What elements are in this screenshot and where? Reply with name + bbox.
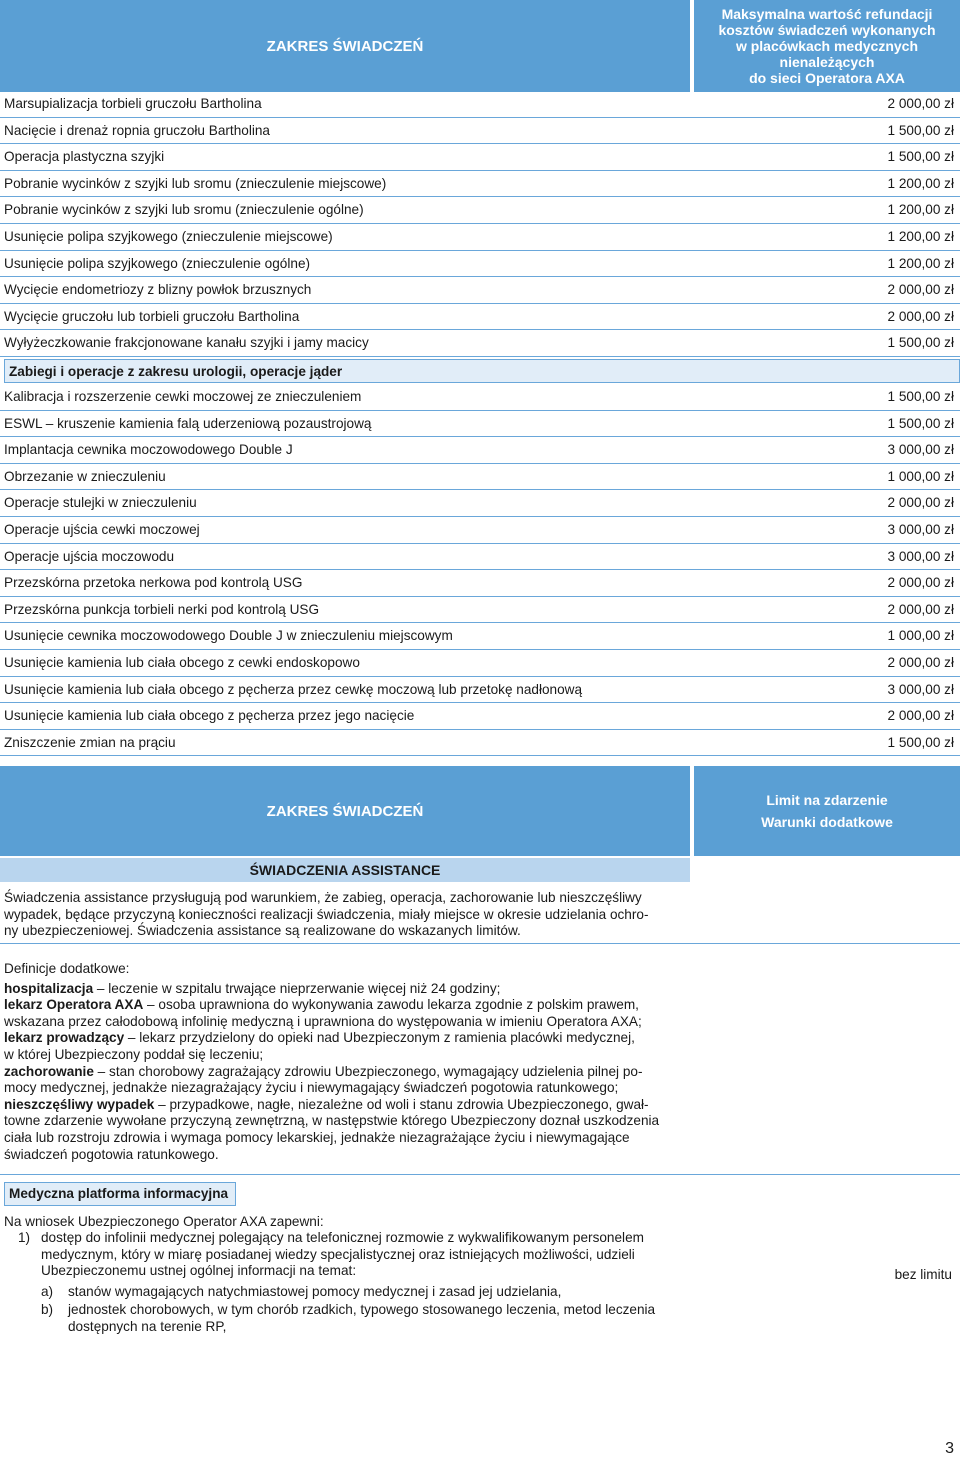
header-right-line: do sieci Operatora AXA (749, 70, 905, 86)
table-row (0, 304, 960, 331)
table-row (0, 144, 960, 171)
limit-value: bez limitu (894, 1267, 952, 1282)
sub-item-line: dostępnych na terenie RP, (68, 1318, 227, 1334)
divider (0, 1174, 960, 1175)
sub-item-line: jednostek chorobowych, w tym chorób rzadkich, typowego stosowanego leczenia, metod leczenia (68, 1302, 656, 1317)
row-label: Pobranie wycinków z szyjki lub sromu (znieczulenie miejscowe) (4, 175, 387, 191)
row-value: 2 000,00 zł (887, 655, 954, 670)
row-value: 1 200,00 zł (887, 255, 954, 271)
row-label: Usunięcie kamienia lub ciała obcego z pęcherza przez cewkę moczową lub przetokę nadłonową (4, 681, 583, 697)
row-label: Operacje stulejki w znieczuleniu (4, 495, 197, 511)
definition-lekarz-operatora (4, 997, 688, 1030)
table2-subheader-text: ŚWIADCZENIA ASSISTANCE (249, 862, 441, 878)
row-label: Pobranie wycinków z szyjki lub sromu (znieczulenie ogólne) (4, 202, 364, 218)
row-label: Implantacja cewnika moczowodowego Double J (4, 442, 293, 458)
row-value: 1 500,00 zł (887, 415, 954, 431)
table2-header-right (694, 766, 960, 856)
list-item-line: medycznym, który w miarę posiadanej wiedzy specjalistycznej oraz istniejących możliwości, udzieli (41, 1246, 635, 1262)
row-label: Przezskórna punkcja torbieli nerki pod kontrolą USG (4, 601, 320, 617)
table-row (0, 490, 960, 517)
list-item-line: dostęp do infolinii medycznej polegający na telefonicznej rozmowie z wykwalifikowanym personelem (41, 1230, 644, 1245)
definition-term: lekarz prowadzący (4, 1030, 125, 1046)
row-value: 1 500,00 zł (887, 335, 954, 351)
table-row (0, 597, 960, 624)
row-label: Kalibracja i rozszerzenie cewki moczowej ze znieczuleniem (4, 389, 362, 404)
row-value: 3 000,00 zł (887, 681, 954, 697)
row-value: 1 200,00 zł (887, 175, 954, 191)
table-row (0, 703, 960, 730)
definition-zachorowanie (4, 1064, 688, 1097)
definition-nieszczesliwy-wypadek (4, 1097, 688, 1163)
row-label: Wycięcie gruczołu lub torbieli gruczołu Bartholina (4, 308, 300, 324)
platform-heading-text: Medyczna platforma informacyjna (9, 1186, 229, 1201)
row-value: 2 000,00 zł (887, 601, 954, 617)
definition-text: – lekarz przydzielony do opieki nad Ubezpieczonym z ramienia placówki medycznej, (124, 1030, 635, 1046)
list-item-line: Ubezpieczonemu ustnej ogólnej informacji na temat: (41, 1263, 357, 1279)
row-label: Operacja plastyczna szyjki (4, 149, 165, 165)
row-label: Usunięcie kamienia lub ciała obcego z cewki endoskopowo (4, 655, 360, 670)
row-label: Zniszczenie zmian na prąciu (4, 734, 176, 750)
table2-subheader (0, 858, 690, 882)
limit-header: Limit na zdarzenie (766, 792, 888, 808)
row-label: Wycięcie endometriozy z blizny powłok brzusznych (4, 282, 312, 298)
divider (0, 943, 960, 944)
header-right-line: kosztów świadczeń wykonanych (718, 22, 936, 38)
table-row (0, 330, 960, 357)
table-row (0, 570, 960, 597)
row-value: 2 000,00 zł (887, 308, 954, 324)
row-label: Operacje ujścia moczowodu (4, 548, 175, 564)
table-row (0, 437, 960, 464)
table-row (0, 650, 960, 677)
definition-term: lekarz Operatora AXA (4, 997, 144, 1013)
table-row (0, 517, 960, 544)
row-label: Marsupializacja torbieli gruczołu Bartholina (4, 96, 262, 111)
definition-lekarz-prowadzacy (4, 1030, 688, 1063)
table2-header-left-text: ZAKRES ŚWIADCZEŃ (266, 802, 424, 820)
row-label: Operacje ujścia cewki moczowej (4, 522, 200, 537)
definition-text: – stan chorobowy zagrażający zdrowiu Ubezpieczonego, wymagający udzielenia pilnej po- (93, 1063, 643, 1079)
table2-header-left (0, 766, 690, 856)
table-row (0, 118, 960, 145)
platform-intro: Na wniosek Ubezpieczonego Operator AXA zapewni: (4, 1214, 324, 1229)
definition-text: – leczenie w szpitalu trwające nieprzerwanie więcej niż 24 godziny; (93, 980, 501, 996)
row-label: Usunięcie cewnika moczowodowego Double J w znieczuleniu miejscowym (4, 628, 453, 644)
row-value: 1 500,00 zł (887, 149, 954, 165)
row-label: Usunięcie kamienia lub ciała obcego z pęcherza przez jego nacięcie (4, 708, 415, 724)
sub-item-text: stanów wymagających natychmiastowej pomocy medycznej i zasad jej udzielania, (68, 1284, 562, 1299)
definition-term: zachorowanie (4, 1063, 94, 1079)
row-value: 3 000,00 zł (887, 522, 954, 537)
intro-line: wypadek, będące przyczyną konieczności realizacji świadczenia, miały miejsce w okresie udzielania ochro- (4, 906, 649, 922)
definition-hospitalizacja (4, 981, 688, 998)
table-row (0, 623, 960, 650)
definition-text: świadczeń pogotowia ratunkowego. (4, 1146, 219, 1162)
table-row (0, 197, 960, 224)
sub-item-letter: a) (41, 1284, 54, 1299)
table-row (0, 384, 960, 411)
row-label: Wyłyżeczkowanie frakcjonowane kanału szyjki i jamy macicy (4, 335, 369, 351)
intro-line: Świadczenia assistance przysługują pod warunkiem, że zabieg, operacja, zachorowanie lub nieszczęśliwy (4, 890, 642, 905)
table-row (0, 224, 960, 251)
table-row (0, 277, 960, 304)
list-item-text (41, 1230, 689, 1280)
table-row (0, 251, 960, 278)
table-row (0, 91, 960, 118)
intro-line: ny ubezpieczeniowej. Świadczenia assistance są realizowane do wskazanych limitów. (4, 923, 521, 939)
row-value: 1 000,00 zł (887, 468, 954, 484)
table1-header-right (694, 0, 960, 92)
definition-text: w której Ubezpieczony poddał się leczeniu; (4, 1046, 264, 1062)
row-value: 1 500,00 zł (887, 389, 954, 404)
section-heading-text: Zabiegi i operacje z zakresu urologii, operacje jąder (9, 364, 343, 379)
definition-text: towne zdarzenie wywołane przyczyną zewnętrzną, w następstwie którego Ubezpieczony doznał uszkodzenia (4, 1113, 660, 1129)
sub-item-letter: b) (41, 1302, 54, 1317)
table-row (0, 677, 960, 704)
table-row (0, 411, 960, 438)
row-value: 2 000,00 zł (887, 708, 954, 724)
row-value: 2 000,00 zł (887, 575, 954, 591)
row-label: ESWL – kruszenie kamienia falą uderzeniową pozaustrojową (4, 415, 372, 431)
table-row (0, 730, 960, 757)
header-right-line: w placówkach medycznych (735, 38, 919, 54)
definitions-title: Definicje dodatkowe: (4, 961, 130, 976)
definition-text: mocy medycznej, jednakże niezagrażający życiu i niewymagający świadczeń pogotowia ratunkowego; (4, 1080, 619, 1096)
row-value: 2 000,00 zł (887, 282, 954, 298)
sub-item-text (68, 1302, 688, 1335)
definition-text: ciała lub rozstroju zdrowia i wymaga pomocy lekarskiej, jednakże niezagrażające życiu i niewymagające (4, 1129, 630, 1145)
row-value: 1 500,00 zł (887, 122, 954, 138)
table1-header-left-text: ZAKRES ŚWIADCZEŃ (266, 37, 424, 55)
definitions-block (4, 961, 688, 1163)
row-value: 1 200,00 zł (887, 202, 954, 218)
header-right-line: Maksymalna wartość refundacji (721, 6, 933, 22)
list-item-number: 1) (18, 1230, 31, 1245)
row-value: 1 200,00 zł (887, 229, 954, 244)
definition-term: hospitalizacja (4, 980, 94, 996)
conditions-header: Warunki dodatkowe (761, 814, 893, 830)
row-label: Nacięcie i drenaż ropnia gruczołu Bartholina (4, 122, 270, 138)
row-value: 3 000,00 zł (887, 548, 954, 564)
table-row (0, 464, 960, 491)
platform-heading (4, 1182, 236, 1206)
header-right-line: nienależących (779, 54, 875, 70)
definition-term: nieszczęśliwy wypadek (4, 1096, 155, 1112)
section-heading-urology (4, 359, 960, 383)
row-value: 2 000,00 zł (887, 96, 954, 111)
assistance-intro (4, 890, 688, 940)
page-number: 3 (945, 1440, 954, 1457)
row-value: 3 000,00 zł (887, 442, 954, 458)
definition-text: – osoba uprawniona do wykonywania zawodu lekarza zgodnie z polskim prawem, (143, 997, 639, 1013)
row-label: Przezskórna przetoka nerkowa pod kontrolą USG (4, 575, 303, 591)
row-label: Usunięcie polipa szyjkowego (znieczulenie ogólne) (4, 255, 311, 271)
table-row (0, 544, 960, 571)
definition-text: – przypadkowe, nagłe, niezależne od woli i stanu zdrowia Ubezpieczonego, gwał- (154, 1096, 649, 1112)
row-label: Obrzezanie w znieczuleniu (4, 468, 166, 484)
row-value: 1 000,00 zł (887, 628, 954, 644)
table-row (0, 171, 960, 198)
definition-text: wskazana przez całodobową infolinię medyczną i uprawniona do występowania w imieniu Operatora AXA; (4, 1013, 642, 1029)
row-value: 2 000,00 zł (887, 495, 954, 511)
row-label: Usunięcie polipa szyjkowego (znieczulenie miejscowe) (4, 229, 333, 244)
row-value: 1 500,00 zł (887, 734, 954, 750)
table1-header-left (0, 0, 690, 92)
